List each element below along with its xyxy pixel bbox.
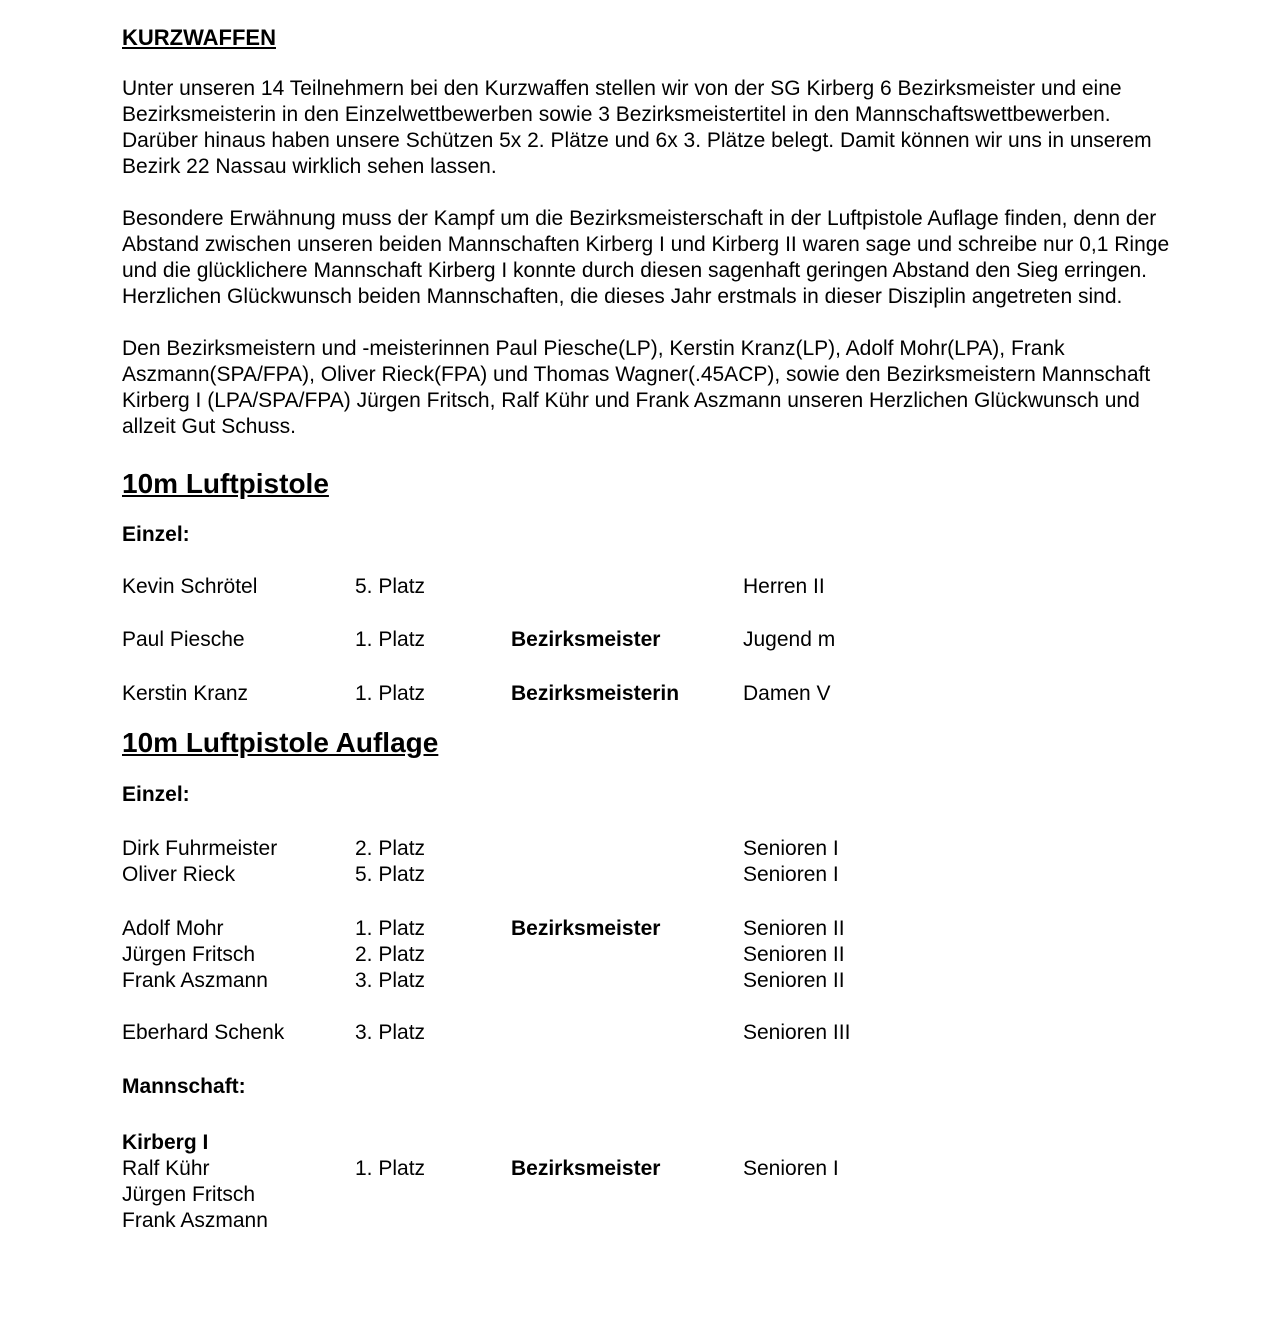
age-class: Jugend m — [743, 628, 836, 651]
team-member: Jürgen Fritsch — [122, 1183, 256, 1206]
age-class: Senioren II — [743, 917, 845, 940]
document-page — [122, 24, 1172, 1234]
result-row — [122, 968, 1172, 994]
mannschaft-label: Mannschaft: — [122, 1075, 246, 1098]
team-member-row — [122, 1208, 1172, 1234]
age-class: Senioren II — [743, 943, 845, 966]
placement: 1. Platz — [355, 682, 426, 705]
result-row — [122, 862, 1172, 888]
placement: 3. Platz — [355, 969, 426, 992]
placement: 5. Platz — [355, 575, 426, 598]
shooter-name: Kerstin Kranz — [122, 682, 249, 705]
shooter-name: Eberhard Schenk — [122, 1021, 285, 1044]
age-class: Senioren I — [743, 837, 839, 860]
champion-title: Bezirksmeister — [511, 628, 661, 651]
placement: 2. Platz — [355, 837, 426, 860]
age-class: Herren II — [743, 575, 825, 598]
shooter-name: Paul Piesche — [122, 628, 245, 651]
team-member: Frank Aszmann — [122, 1209, 268, 1232]
highlight-paragraph: Besondere Erwähnung muss der Kampf um die Bezirksmeisterschaft in der Luftpistole Auflage finden, denn der Abstand zwischen unseren beiden Mannschaften Kirberg I und Kirberg II waren sage und schreibe nur 0,1 Ringe und die glücklichere Mannschaft Kirberg I konnte durch diesen sagenhaft geringen Abstand den Sieg erringen. Herzlichen Glückwunsch beiden Mannschaften, die dieses Jahr erstmals in dieser Disziplin angetreten sind. — [122, 207, 1170, 308]
placement: 1. Platz — [355, 1157, 426, 1180]
intro-paragraph: Unter unseren 14 Teilnehmern bei den Kurzwaffen stellen wir von der SG Kirberg 6 Bezirksmeister und eine Bezirksmeisterin in den Einzelwettbewerben sowie 3 Bezirksmeistertitel in den Mannschaftswettbewerben. Darüber hinaus haben unsere Schützen 5x 2. Plätze und 6x 3. Plätze belegt. Damit können wir uns in unserem Bezirk 22 Nassau wirklich sehen lassen. — [122, 77, 1152, 178]
champion-title: Bezirksmeister — [511, 917, 661, 940]
shooter-name: Frank Aszmann — [122, 969, 268, 992]
result-row — [122, 681, 1172, 707]
shooter-name: Kevin Schrötel — [122, 575, 258, 598]
age-class: Senioren I — [743, 863, 839, 886]
result-row — [122, 942, 1172, 968]
result-row — [122, 916, 1172, 942]
section-title-luftpistole-auflage: 10m Luftpistole Auflage — [122, 727, 439, 758]
result-row — [122, 1020, 1172, 1046]
shooter-name: Adolf Mohr — [122, 917, 224, 940]
age-class: Senioren I — [743, 1157, 839, 1180]
section-title-luftpistole: 10m Luftpistole — [122, 468, 329, 499]
age-class: Senioren II — [743, 969, 845, 992]
result-row — [122, 836, 1172, 862]
shooter-name: Jürgen Fritsch — [122, 943, 256, 966]
result-row — [122, 574, 1172, 600]
einzel-label: Einzel: — [122, 783, 190, 806]
shooter-name: Oliver Rieck — [122, 863, 236, 886]
placement: 2. Platz — [355, 943, 426, 966]
einzel-label: Einzel: — [122, 523, 190, 546]
document-title: KURZWAFFEN — [122, 25, 276, 50]
team-result-row — [122, 1156, 1172, 1182]
team-member: Ralf Kühr — [122, 1157, 210, 1180]
team-name: Kirberg I — [122, 1131, 209, 1154]
result-row — [122, 627, 1172, 653]
shooter-name: Dirk Fuhrmeister — [122, 837, 278, 860]
placement: 1. Platz — [355, 917, 426, 940]
placement: 3. Platz — [355, 1021, 426, 1044]
champion-title: Bezirksmeister — [511, 1157, 661, 1180]
placement: 5. Platz — [355, 863, 426, 886]
champion-title: Bezirksmeisterin — [511, 682, 680, 705]
placement: 1. Platz — [355, 628, 426, 651]
age-class: Senioren III — [743, 1021, 851, 1044]
team-member-row — [122, 1182, 1172, 1208]
congratulations-paragraph: Den Bezirksmeistern und -meisterinnen Paul Piesche(LP), Kerstin Kranz(LP), Adolf Mohr(LPA), Frank Aszmann(SPA/FPA), Oliver Rieck(FPA) und Thomas Wagner(.45ACP), sowie den Bezirksmeistern Mannschaft Kirberg I (LPA/SPA/FPA) Jürgen Fritsch, Ralf Kühr und Frank Aszmann unseren Herzlichen Glückwunsch und allzeit Gut Schuss. — [122, 337, 1151, 438]
age-class: Damen V — [743, 682, 831, 705]
